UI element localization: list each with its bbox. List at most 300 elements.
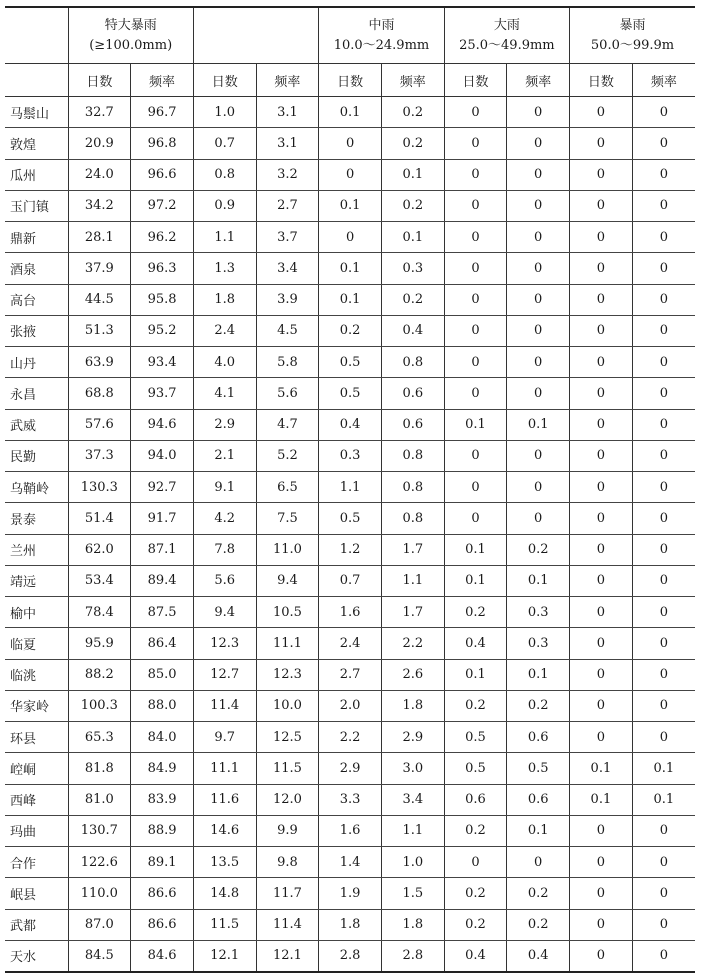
days-cell: 0.1 [570, 784, 633, 815]
days-cell: 0 [570, 409, 633, 440]
days-cell: 0 [570, 190, 633, 221]
days-cell: 11.1 [193, 753, 256, 784]
frequency-cell: 87.1 [131, 534, 194, 565]
days-cell: 0 [570, 909, 633, 940]
days-cell: 37.3 [68, 440, 131, 471]
frequency-cell: 0.2 [381, 128, 444, 159]
frequency-cell: 0 [632, 472, 695, 503]
frequency-cell: 86.6 [131, 878, 194, 909]
group-header-4 [444, 7, 569, 64]
frequency-cell: 0 [632, 347, 695, 378]
table-row [5, 909, 695, 940]
table-header [5, 7, 695, 97]
frequency-cell: 0.2 [507, 690, 570, 721]
days-cell: 0 [319, 159, 382, 190]
group-range: 50.0～99.9m [590, 37, 675, 53]
frequency-cell: 91.7 [131, 503, 194, 534]
days-cell: 1.8 [193, 284, 256, 315]
days-cell: 110.0 [68, 878, 131, 909]
frequency-cell: 1.0 [381, 847, 444, 878]
frequency-cell: 0 [632, 159, 695, 190]
station-name-cell: 酒泉 [5, 253, 68, 284]
frequency-cell: 12.1 [256, 940, 319, 972]
days-cell: 0.2 [444, 690, 507, 721]
days-cell: 0.9 [193, 190, 256, 221]
days-cell: 95.9 [68, 628, 131, 659]
station-name-cell: 永昌 [5, 378, 68, 409]
table-row [5, 847, 695, 878]
frequency-cell: 9.9 [256, 815, 319, 846]
station-name-cell: 西峰 [5, 784, 68, 815]
frequency-cell: 93.7 [131, 378, 194, 409]
days-cell: 2.0 [319, 690, 382, 721]
frequency-cell: 0 [632, 409, 695, 440]
days-cell: 14.6 [193, 815, 256, 846]
frequency-cell: 0.1 [381, 159, 444, 190]
table-row [5, 409, 695, 440]
station-name-cell: 马鬃山 [5, 97, 68, 128]
days-cell: 81.8 [68, 753, 131, 784]
days-cell: 0 [570, 940, 633, 972]
subheader-days: 日数 [193, 64, 256, 97]
station-name-cell: 乌鞘岭 [5, 472, 68, 503]
frequency-cell: 86.6 [131, 909, 194, 940]
table-row [5, 628, 695, 659]
days-cell: 0.4 [444, 940, 507, 972]
frequency-cell: 0 [507, 253, 570, 284]
station-name-cell: 武都 [5, 909, 68, 940]
days-cell: 2.9 [319, 753, 382, 784]
days-cell: 0 [444, 440, 507, 471]
frequency-cell: 0.3 [507, 597, 570, 628]
table-row [5, 597, 695, 628]
frequency-cell: 0.3 [381, 253, 444, 284]
frequency-cell: 0 [632, 847, 695, 878]
frequency-cell: 0 [507, 472, 570, 503]
frequency-cell: 0 [632, 722, 695, 753]
days-cell: 0 [444, 472, 507, 503]
days-cell: 0 [570, 97, 633, 128]
days-cell: 0.1 [570, 753, 633, 784]
frequency-cell: 0.8 [381, 503, 444, 534]
days-cell: 0.2 [444, 597, 507, 628]
days-cell: 1.6 [319, 815, 382, 846]
table-row [5, 440, 695, 471]
table-row [5, 284, 695, 315]
table-row [5, 753, 695, 784]
table-row [5, 690, 695, 721]
days-cell: 12.7 [193, 659, 256, 690]
station-name-cell: 岷县 [5, 878, 68, 909]
days-cell: 20.9 [68, 128, 131, 159]
days-cell: 13.5 [193, 847, 256, 878]
frequency-cell: 0.6 [381, 378, 444, 409]
days-cell: 0 [444, 347, 507, 378]
days-cell: 0.5 [319, 503, 382, 534]
frequency-cell: 0 [632, 503, 695, 534]
days-cell: 0 [319, 128, 382, 159]
frequency-cell: 1.5 [381, 878, 444, 909]
station-name-cell: 玛曲 [5, 815, 68, 846]
frequency-cell: 0.4 [381, 315, 444, 346]
frequency-cell: 0 [632, 378, 695, 409]
station-name-cell: 兰州 [5, 534, 68, 565]
days-cell: 78.4 [68, 597, 131, 628]
station-name-cell: 华家岭 [5, 690, 68, 721]
frequency-cell: 96.2 [131, 222, 194, 253]
frequency-cell: 0 [632, 628, 695, 659]
days-cell: 0.1 [444, 409, 507, 440]
days-cell: 0.7 [193, 128, 256, 159]
frequency-cell: 0 [507, 503, 570, 534]
days-cell: 0 [444, 253, 507, 284]
frequency-cell: 12.5 [256, 722, 319, 753]
subheader-days: 日数 [319, 64, 382, 97]
frequency-cell: 0.2 [507, 909, 570, 940]
frequency-cell: 5.2 [256, 440, 319, 471]
days-cell: 2.4 [319, 628, 382, 659]
days-cell: 100.3 [68, 690, 131, 721]
days-cell: 0.6 [444, 784, 507, 815]
frequency-cell: 3.9 [256, 284, 319, 315]
days-cell: 0 [444, 847, 507, 878]
station-name-cell: 民勤 [5, 440, 68, 471]
table-row [5, 940, 695, 972]
days-cell: 37.9 [68, 253, 131, 284]
frequency-cell: 0 [632, 565, 695, 596]
days-cell: 1.4 [319, 847, 382, 878]
group-range: 10.0～24.9mm [333, 37, 430, 53]
frequency-cell: 0 [632, 815, 695, 846]
days-cell: 0.2 [444, 909, 507, 940]
days-cell: 0 [570, 690, 633, 721]
days-cell: 0.1 [319, 284, 382, 315]
frequency-cell: 0 [632, 97, 695, 128]
table-row [5, 815, 695, 846]
days-cell: 0 [570, 815, 633, 846]
frequency-cell: 87.5 [131, 597, 194, 628]
frequency-cell: 0 [632, 315, 695, 346]
days-cell: 44.5 [68, 284, 131, 315]
frequency-cell: 3.0 [381, 753, 444, 784]
frequency-cell: 83.9 [131, 784, 194, 815]
days-cell: 0 [444, 315, 507, 346]
days-cell: 0.2 [444, 815, 507, 846]
frequency-cell: 12.0 [256, 784, 319, 815]
days-cell: 51.4 [68, 503, 131, 534]
days-cell: 0.5 [319, 347, 382, 378]
days-cell: 130.3 [68, 472, 131, 503]
days-cell: 0 [570, 597, 633, 628]
station-name-cell: 景泰 [5, 503, 68, 534]
frequency-cell: 0 [632, 440, 695, 471]
station-name-cell: 武威 [5, 409, 68, 440]
days-cell: 4.2 [193, 503, 256, 534]
table-row [5, 222, 695, 253]
frequency-cell: 0.6 [381, 409, 444, 440]
subheader-frequency: 频率 [131, 64, 194, 97]
days-cell: 0.7 [319, 565, 382, 596]
frequency-cell: 0.5 [507, 753, 570, 784]
frequency-cell: 3.4 [381, 784, 444, 815]
header-row-subcolumns [5, 64, 695, 97]
days-cell: 1.6 [319, 597, 382, 628]
frequency-cell: 0 [632, 534, 695, 565]
days-cell: 0 [570, 284, 633, 315]
days-cell: 0 [570, 847, 633, 878]
days-cell: 2.1 [193, 440, 256, 471]
frequency-cell: 95.8 [131, 284, 194, 315]
table-row [5, 315, 695, 346]
days-cell: 2.4 [193, 315, 256, 346]
days-cell: 87.0 [68, 909, 131, 940]
group-header-1 [68, 7, 193, 64]
frequency-cell: 1.7 [381, 534, 444, 565]
station-name-cell: 玉门镇 [5, 190, 68, 221]
table-row [5, 128, 695, 159]
frequency-cell: 0 [507, 378, 570, 409]
frequency-cell: 2.7 [256, 190, 319, 221]
frequency-cell: 0 [632, 597, 695, 628]
frequency-cell: 96.6 [131, 159, 194, 190]
frequency-cell: 0 [507, 159, 570, 190]
days-cell: 32.7 [68, 97, 131, 128]
frequency-cell: 0 [632, 128, 695, 159]
station-name-cell: 张掖 [5, 315, 68, 346]
frequency-cell: 0.2 [381, 97, 444, 128]
frequency-cell: 9.8 [256, 847, 319, 878]
frequency-cell: 0.8 [381, 440, 444, 471]
frequency-cell: 0 [507, 315, 570, 346]
frequency-cell: 0.3 [507, 628, 570, 659]
frequency-cell: 2.8 [381, 940, 444, 972]
table-row [5, 784, 695, 815]
frequency-cell: 0.1 [507, 815, 570, 846]
days-cell: 1.3 [193, 253, 256, 284]
frequency-cell: 0 [632, 659, 695, 690]
days-cell: 11.4 [193, 690, 256, 721]
frequency-cell: 10.5 [256, 597, 319, 628]
frequency-cell: 0 [632, 909, 695, 940]
days-cell: 0 [570, 253, 633, 284]
days-cell: 0.5 [444, 753, 507, 784]
station-name-cell: 崆峒 [5, 753, 68, 784]
frequency-cell: 0.8 [381, 347, 444, 378]
frequency-cell: 95.2 [131, 315, 194, 346]
frequency-cell: 0.8 [381, 472, 444, 503]
days-cell: 0 [570, 565, 633, 596]
frequency-cell: 11.4 [256, 909, 319, 940]
days-cell: 130.7 [68, 815, 131, 846]
days-cell: 0 [570, 472, 633, 503]
subheader-frequency: 频率 [507, 64, 570, 97]
frequency-cell: 0 [507, 284, 570, 315]
table-row [5, 878, 695, 909]
frequency-cell: 96.8 [131, 128, 194, 159]
subheader-days: 日数 [68, 64, 131, 97]
frequency-cell: 1.1 [381, 815, 444, 846]
table-wrapper [5, 6, 695, 973]
station-name-cell: 临夏 [5, 628, 68, 659]
station-name-cell: 合作 [5, 847, 68, 878]
group-title: 特大暴雨 [104, 17, 157, 33]
days-cell: 2.9 [193, 409, 256, 440]
frequency-cell: 2.2 [381, 628, 444, 659]
frequency-cell: 96.3 [131, 253, 194, 284]
group-title: 大雨 [493, 17, 520, 33]
days-cell: 1.1 [319, 472, 382, 503]
frequency-cell: 0.1 [507, 659, 570, 690]
days-cell: 34.2 [68, 190, 131, 221]
frequency-cell: 0 [507, 222, 570, 253]
days-cell: 28.1 [68, 222, 131, 253]
days-cell: 0 [444, 190, 507, 221]
group-header-3 [319, 7, 444, 64]
group-title: 暴雨 [619, 17, 646, 33]
frequency-cell: 0 [507, 847, 570, 878]
days-cell: 63.9 [68, 347, 131, 378]
days-cell: 0 [444, 284, 507, 315]
frequency-cell: 0 [507, 97, 570, 128]
station-name-cell: 鼎新 [5, 222, 68, 253]
frequency-cell: 1.8 [381, 690, 444, 721]
frequency-cell: 97.2 [131, 190, 194, 221]
frequency-cell: 3.2 [256, 159, 319, 190]
frequency-cell: 11.5 [256, 753, 319, 784]
days-cell: 9.4 [193, 597, 256, 628]
days-cell: 65.3 [68, 722, 131, 753]
frequency-cell: 88.0 [131, 690, 194, 721]
station-name-cell: 山丹 [5, 347, 68, 378]
days-cell: 0.5 [319, 378, 382, 409]
days-cell: 0.2 [444, 878, 507, 909]
frequency-cell: 0 [632, 190, 695, 221]
days-cell: 0 [570, 128, 633, 159]
frequency-cell: 3.4 [256, 253, 319, 284]
station-name-cell: 高台 [5, 284, 68, 315]
days-cell: 0.1 [444, 659, 507, 690]
days-cell: 9.7 [193, 722, 256, 753]
days-cell: 1.0 [193, 97, 256, 128]
frequency-cell: 94.6 [131, 409, 194, 440]
days-cell: 0 [444, 97, 507, 128]
days-cell: 57.6 [68, 409, 131, 440]
frequency-cell: 0 [632, 690, 695, 721]
frequency-cell: 9.4 [256, 565, 319, 596]
table-row [5, 659, 695, 690]
frequency-cell: 0.1 [381, 222, 444, 253]
days-cell: 7.8 [193, 534, 256, 565]
days-cell: 0.5 [444, 722, 507, 753]
station-name-cell: 临洮 [5, 659, 68, 690]
days-cell: 12.3 [193, 628, 256, 659]
station-name-cell: 瓜州 [5, 159, 68, 190]
frequency-cell: 0 [632, 253, 695, 284]
frequency-cell: 10.0 [256, 690, 319, 721]
table-row [5, 534, 695, 565]
days-cell: 12.1 [193, 940, 256, 972]
frequency-cell: 89.4 [131, 565, 194, 596]
table-body [5, 97, 695, 973]
frequency-cell: 0.2 [381, 284, 444, 315]
days-cell: 0.1 [319, 97, 382, 128]
frequency-cell: 11.0 [256, 534, 319, 565]
days-cell: 0 [570, 722, 633, 753]
header-corner-cell [5, 7, 68, 64]
frequency-cell: 4.5 [256, 315, 319, 346]
station-name-cell: 天水 [5, 940, 68, 972]
group-header-2 [193, 7, 318, 64]
days-cell: 0 [570, 878, 633, 909]
days-cell: 0.1 [444, 534, 507, 565]
days-cell: 122.6 [68, 847, 131, 878]
frequency-cell: 0.1 [632, 784, 695, 815]
days-cell: 0.1 [319, 190, 382, 221]
days-cell: 0.1 [444, 565, 507, 596]
subheader-frequency: 频率 [256, 64, 319, 97]
frequency-cell: 85.0 [131, 659, 194, 690]
group-range: 25.0～49.9mm [459, 37, 555, 53]
table-row [5, 253, 695, 284]
days-cell: 0 [570, 503, 633, 534]
frequency-cell: 6.5 [256, 472, 319, 503]
station-name-cell: 榆中 [5, 597, 68, 628]
frequency-cell: 0.1 [507, 565, 570, 596]
frequency-cell: 11.7 [256, 878, 319, 909]
frequency-cell: 1.1 [381, 565, 444, 596]
frequency-cell: 0 [632, 284, 695, 315]
days-cell: 68.8 [68, 378, 131, 409]
station-name-cell: 环县 [5, 722, 68, 753]
header-station-cell [5, 64, 68, 97]
frequency-cell: 0.4 [507, 940, 570, 972]
group-header-5 [570, 7, 695, 64]
days-cell: 0 [444, 378, 507, 409]
header-row-groups [5, 7, 695, 64]
days-cell: 0.4 [319, 409, 382, 440]
days-cell: 0 [444, 159, 507, 190]
days-cell: 0.2 [319, 315, 382, 346]
frequency-cell: 92.7 [131, 472, 194, 503]
days-cell: 1.2 [319, 534, 382, 565]
frequency-cell: 0.2 [507, 534, 570, 565]
frequency-cell: 0 [632, 878, 695, 909]
table-row [5, 378, 695, 409]
days-cell: 0 [570, 440, 633, 471]
days-cell: 11.5 [193, 909, 256, 940]
frequency-cell: 0 [632, 222, 695, 253]
days-cell: 11.6 [193, 784, 256, 815]
frequency-cell: 0.2 [507, 878, 570, 909]
frequency-cell: 84.6 [131, 940, 194, 972]
days-cell: 4.0 [193, 347, 256, 378]
group-title: 中雨 [368, 17, 395, 33]
days-cell: 3.3 [319, 784, 382, 815]
frequency-cell: 0.2 [381, 190, 444, 221]
subheader-days: 日数 [444, 64, 507, 97]
days-cell: 53.4 [68, 565, 131, 596]
frequency-cell: 3.1 [256, 128, 319, 159]
subheader-frequency: 频率 [632, 64, 695, 97]
table-row [5, 190, 695, 221]
table-row [5, 503, 695, 534]
days-cell: 0 [570, 378, 633, 409]
frequency-cell: 94.0 [131, 440, 194, 471]
frequency-cell: 89.1 [131, 847, 194, 878]
table-row [5, 347, 695, 378]
precipitation-frequency-table [5, 6, 695, 973]
frequency-cell: 4.7 [256, 409, 319, 440]
